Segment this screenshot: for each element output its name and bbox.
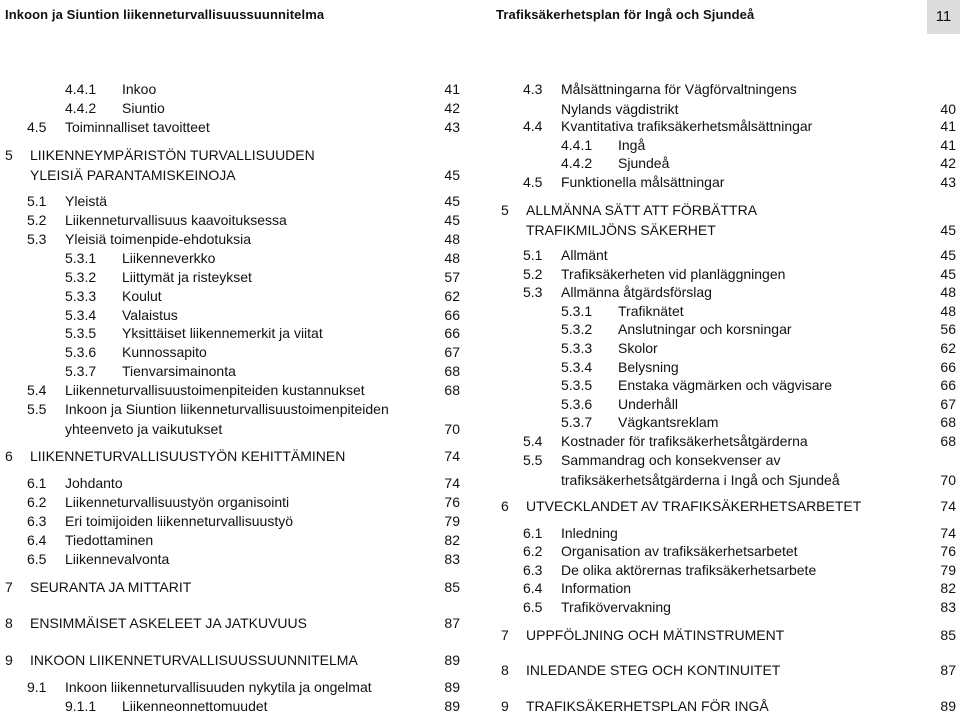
toc-entry-page: 83 xyxy=(444,550,460,567)
toc-entry-page: 66 xyxy=(940,358,956,375)
toc-entry-number: 5.3.6 xyxy=(561,395,593,412)
toc-entry-title: Tienvarsimainonta xyxy=(122,363,236,380)
toc-entry[interactable] xyxy=(496,338,956,358)
toc-entry-title: Vägkantsreklam xyxy=(618,414,719,431)
toc-entry[interactable] xyxy=(0,117,460,137)
toc-entry-title: Yleistä xyxy=(65,192,108,209)
toc-entry-title: Liikenneverkko xyxy=(122,249,216,266)
toc-entry-page: 79 xyxy=(940,561,956,578)
toc-entry-page: 56 xyxy=(940,321,956,338)
toc-entry-number: 9.1.1 xyxy=(65,697,97,714)
toc-entry-number: 6.5 xyxy=(27,550,47,567)
toc-entry-page: 74 xyxy=(444,475,460,492)
toc-entry-title: LIIKENNEYMPÄRISTÖN TURVALLISUUDEN xyxy=(30,146,315,163)
toc-entry-number: 6.2 xyxy=(27,494,47,511)
toc-entry[interactable] xyxy=(496,597,956,617)
toc-entry-title-continued: TRAFIKMILJÖNS SÄKERHET xyxy=(526,221,716,238)
toc-entry-number: 6.1 xyxy=(523,524,543,541)
toc-entry-title: Valaistus xyxy=(122,306,178,323)
toc-entry[interactable] xyxy=(496,394,956,414)
toc-entry-page: 48 xyxy=(444,249,460,266)
toc-entry-title-continued: Nylands vägdistrikt xyxy=(561,101,679,117)
toc-entry-page: 85 xyxy=(444,579,460,596)
toc-entry[interactable] xyxy=(0,361,460,381)
toc-entry-title: Liikenneturvallisuus kaavoituksessa xyxy=(65,211,287,228)
toc-entry-number: 5.5 xyxy=(27,401,47,418)
toc-entry[interactable] xyxy=(0,530,460,550)
toc-entry-number: 4.4.1 xyxy=(561,136,593,153)
toc-entry-title: Inledning xyxy=(561,524,618,541)
toc-entry-page: 45 xyxy=(444,166,460,183)
toc-entry-number: 5.3.7 xyxy=(561,414,593,431)
toc-entry-number: 5.2 xyxy=(523,265,543,282)
toc-entry-number: 9 xyxy=(5,651,13,668)
toc-entry-number: 4.4.2 xyxy=(65,99,97,116)
toc-entry-page: 89 xyxy=(444,697,460,714)
toc-entry-title: Liikennevalvonta xyxy=(65,550,170,567)
toc-entry-title: TRAFIKSÄKERHETSPLAN FÖR INGÅ xyxy=(526,698,769,715)
toc-entry-page: 66 xyxy=(444,306,460,323)
toc-entry-title: Allmänt xyxy=(561,246,608,263)
toc-entry[interactable] xyxy=(496,431,956,451)
header-title-swedish: Trafiksäkerhetsplan för Ingå och Sjundeå xyxy=(496,7,755,22)
toc-entry-title: Kunnossapito xyxy=(122,344,207,361)
toc-entry-page: 87 xyxy=(940,662,956,679)
toc-entry[interactable] xyxy=(0,98,460,118)
toc-entry-title: Inkoo xyxy=(122,81,157,97)
toc-entry-number: 5.3.3 xyxy=(65,287,97,304)
toc-entry-number: 5.1 xyxy=(523,246,543,263)
toc-entry-number: 6 xyxy=(5,448,13,465)
toc-entry-page: 45 xyxy=(940,246,956,263)
toc-entry-page: 43 xyxy=(940,174,956,191)
toc-entry-title: UPPFÖLJNING OCH MÄTINSTRUMENT xyxy=(526,626,785,643)
toc-entry-page: 79 xyxy=(444,513,460,530)
toc-entry-page: 76 xyxy=(940,543,956,560)
toc-entry[interactable] xyxy=(496,523,956,543)
toc-entry[interactable] xyxy=(0,210,460,230)
toc-entry-page: 70 xyxy=(940,471,956,488)
toc-entry-title: Målsättningarna för Vägförvaltningens xyxy=(561,81,797,97)
toc-entry-page: 43 xyxy=(444,118,460,135)
toc-entry[interactable] xyxy=(0,248,460,268)
toc-entry-number: 5.3 xyxy=(523,284,543,301)
page-number: 11 xyxy=(927,0,960,34)
toc-entry-title: Liikenneturvallisuustyön organisointi xyxy=(65,494,290,511)
toc-entry-title: Underhåll xyxy=(618,395,678,412)
toc-entry-number: 5 xyxy=(5,146,13,163)
toc-entry-title: De olika aktörernas trafiksäkerhetsarbete xyxy=(561,561,817,578)
toc-entry[interactable] xyxy=(496,200,956,240)
toc-entry-number: 6.4 xyxy=(27,532,47,549)
toc-entry-title: Trafiknätet xyxy=(618,302,684,319)
toc-entry-number: 4.4.1 xyxy=(65,81,97,97)
toc-entry-number: 9.1 xyxy=(27,678,47,695)
toc-entry-page: 82 xyxy=(444,532,460,549)
toc-entry-page: 48 xyxy=(940,284,956,301)
toc-entry-number: 7 xyxy=(501,626,509,643)
toc-entry-page: 68 xyxy=(444,382,460,399)
toc-entry-title: Sammandrag och konsekvenser av xyxy=(561,451,781,468)
toc-entry[interactable] xyxy=(496,560,956,580)
toc-entry[interactable] xyxy=(0,613,460,633)
toc-entry[interactable] xyxy=(496,172,956,192)
toc-entry-number: 5.1 xyxy=(27,192,47,209)
toc-entry-page: 45 xyxy=(444,192,460,209)
toc-entry-page: 62 xyxy=(444,287,460,304)
toc-entry[interactable] xyxy=(0,323,460,343)
toc-entry-number: 5.3.5 xyxy=(65,325,97,342)
toc-entry-title: Belysning xyxy=(618,358,679,375)
toc-entry-page: 48 xyxy=(940,302,956,319)
toc-entry-title: Liikenneonnettomuudet xyxy=(122,697,268,714)
toc-entry-page: 74 xyxy=(444,448,460,465)
toc-entry-number: 5.3.6 xyxy=(65,344,97,361)
toc-entry[interactable] xyxy=(0,267,460,287)
toc-entry[interactable] xyxy=(0,79,460,99)
toc-entry-page: 42 xyxy=(444,99,460,116)
toc-entry-title: Inkoon liikenneturvallisuuden nykytila ja ongelmat xyxy=(65,678,372,695)
toc-entry-title: Skolor xyxy=(618,340,658,357)
toc-entry-title: Allmänna åtgärdsförslag xyxy=(561,284,712,301)
toc-entry[interactable] xyxy=(496,319,956,339)
toc-entry-number: 6.4 xyxy=(523,580,543,597)
toc-entry[interactable] xyxy=(496,496,956,516)
toc-entry[interactable] xyxy=(0,446,460,466)
toc-entry-title: Tiedottaminen xyxy=(65,532,154,549)
toc-entry-title: Trafiksäkerheten vid planläggningen xyxy=(561,265,786,282)
toc-entry[interactable] xyxy=(0,677,460,697)
toc-entry-page: 83 xyxy=(940,599,956,616)
toc-entry-title-continued: trafiksäkerhetsåtgärderna i Ingå och Sjundeå xyxy=(561,471,840,488)
toc-entry-number: 5.3.5 xyxy=(561,377,593,394)
toc-entry-number: 4.3 xyxy=(523,81,543,97)
toc-entry[interactable] xyxy=(496,357,956,377)
toc-entry[interactable] xyxy=(0,286,460,306)
toc-entry-number: 5.3 xyxy=(27,230,47,247)
toc-entry-number: 5.3.4 xyxy=(561,358,593,375)
toc-entry-number: 5.4 xyxy=(523,433,543,450)
toc-entry[interactable] xyxy=(496,245,956,265)
toc-entry[interactable] xyxy=(496,116,956,136)
toc-entry-title: Liikenneturvallisuustoimenpiteiden kustannukset xyxy=(65,382,365,399)
toc-entry-number: 6.1 xyxy=(27,475,47,492)
toc-entry[interactable] xyxy=(496,79,956,119)
toc-entry-page: 45 xyxy=(940,265,956,282)
toc-entry-page: 74 xyxy=(940,497,956,514)
toc-entry-number: 9 xyxy=(501,698,509,715)
toc-entry-page: 82 xyxy=(940,580,956,597)
toc-entry-page: 89 xyxy=(940,698,956,715)
toc-entry-page: 40 xyxy=(940,101,956,117)
toc-entry-number: 4.4.2 xyxy=(561,155,593,172)
toc-entry[interactable] xyxy=(496,301,956,321)
toc-entry-page: 67 xyxy=(940,395,956,412)
toc-entry[interactable] xyxy=(0,549,460,569)
header-title-finnish: Inkoon ja Siuntion liikenneturvallisuussuunnitelma xyxy=(5,7,325,22)
toc-entry[interactable] xyxy=(496,541,956,561)
toc-entry-number: 6 xyxy=(501,497,509,514)
toc-entry-title: Enstaka vägmärken och vägvisare xyxy=(618,377,832,394)
page-header xyxy=(0,0,960,40)
toc-entry[interactable] xyxy=(496,135,956,155)
toc-entry-page: 45 xyxy=(444,211,460,228)
toc-entry-number: 5.3.3 xyxy=(561,340,593,357)
toc-entry-page: 41 xyxy=(940,136,956,153)
toc-entry-title: LIIKENNETURVALLISUUSTYÖN KEHITTÄMINEN xyxy=(30,448,346,465)
toc-entry-number: 5.3.7 xyxy=(65,363,97,380)
toc-entry[interactable] xyxy=(0,577,460,597)
toc-entry[interactable] xyxy=(496,412,956,432)
toc-entry-page: 89 xyxy=(444,678,460,695)
toc-entry-number: 5 xyxy=(501,201,509,218)
toc-entry-title: Organisation av trafiksäkerhetsarbetet xyxy=(561,543,798,560)
toc-entry-number: 5.3.2 xyxy=(65,268,97,285)
toc-entry-page: 57 xyxy=(444,268,460,285)
toc-entry-title: Yksittäiset liikennemerkit ja viitat xyxy=(122,325,323,342)
toc-entry-page: 74 xyxy=(940,524,956,541)
toc-entry-title: Toiminnalliset tavoitteet xyxy=(65,118,210,135)
toc-entry-title-continued: yhteenveto ja vaikutukset xyxy=(65,421,223,438)
toc-entry-number: 6.2 xyxy=(523,543,543,560)
toc-entry-title: Siuntio xyxy=(122,99,165,116)
toc-entry[interactable] xyxy=(0,399,460,439)
toc-entry-title: Ingå xyxy=(618,136,646,153)
toc-entry[interactable] xyxy=(0,191,460,211)
toc-entry-page: 67 xyxy=(444,344,460,361)
toc-entry[interactable] xyxy=(0,696,460,716)
toc-entry[interactable] xyxy=(0,650,460,670)
toc-entry[interactable] xyxy=(496,375,956,395)
toc-entry[interactable] xyxy=(496,625,956,645)
toc-entry[interactable] xyxy=(496,153,956,173)
toc-entry-number: 6.5 xyxy=(523,599,543,616)
toc-entry-number: 7 xyxy=(5,579,13,596)
toc-entry-page: 45 xyxy=(940,221,956,238)
toc-entry[interactable] xyxy=(0,492,460,512)
toc-entry-page: 41 xyxy=(444,81,460,97)
toc-entry-title: Kvantitativa trafiksäkerhetsmålsättningar xyxy=(561,118,813,135)
toc-entry[interactable] xyxy=(0,473,460,493)
toc-entry[interactable] xyxy=(0,305,460,325)
toc-entry-page: 62 xyxy=(940,340,956,357)
toc-entry-number: 5.5 xyxy=(523,451,543,468)
toc-entry-title-continued: YLEISIÄ PARANTAMISKEINOJA xyxy=(30,166,236,183)
toc-entry-number: 5.3.1 xyxy=(561,302,593,319)
toc-entry-title: UTVECKLANDET AV TRAFIKSÄKERHETSARBETET xyxy=(526,497,862,514)
toc-entry[interactable] xyxy=(496,660,956,680)
toc-entry-page: 76 xyxy=(444,494,460,511)
toc-entry-page: 68 xyxy=(940,433,956,450)
toc-entry-number: 5.3.4 xyxy=(65,306,97,323)
toc-entry[interactable] xyxy=(0,229,460,249)
toc-entry[interactable] xyxy=(496,282,956,302)
toc-entry-page: 42 xyxy=(940,155,956,172)
toc-entry[interactable] xyxy=(496,578,956,598)
toc-entry-number: 4.5 xyxy=(523,174,543,191)
toc-entry-title: Sjundeå xyxy=(618,155,670,172)
toc-entry-title: Eri toimijoiden liikenneturvallisuustyö xyxy=(65,513,293,530)
toc-entry-number: 6.3 xyxy=(523,561,543,578)
toc-entry-title: ALLMÄNNA SÄTT ATT FÖRBÄTTRA xyxy=(526,201,758,218)
toc-entry-number: 5.2 xyxy=(27,211,47,228)
toc-entry[interactable] xyxy=(496,450,956,490)
toc-entry-page: 66 xyxy=(444,325,460,342)
toc-entry-title: Liittymät ja risteykset xyxy=(122,268,252,285)
toc-entry-page: 68 xyxy=(940,414,956,431)
toc-entry-title: ENSIMMÄISET ASKELEET JA JATKUVUUS xyxy=(30,615,307,632)
toc-entry-title: Koulut xyxy=(122,287,162,304)
toc-entry-number: 8 xyxy=(501,662,509,679)
toc-entry[interactable] xyxy=(0,511,460,531)
toc-entry-page: 41 xyxy=(940,118,956,135)
toc-entry-title: SEURANTA JA MITTARIT xyxy=(30,579,192,596)
toc-entry-number: 5.3.1 xyxy=(65,249,97,266)
toc-entry-title: INKOON LIIKENNETURVALLISUUSSUUNNITELMA xyxy=(30,651,358,668)
toc-entry[interactable] xyxy=(0,380,460,400)
toc-entry-title: Anslutningar och korsningar xyxy=(618,321,792,338)
toc-entry-title: Information xyxy=(561,580,632,597)
toc-entry-title: Funktionella målsättningar xyxy=(561,174,725,191)
toc-entry-page: 70 xyxy=(444,421,460,438)
toc-entry-title: Kostnader för trafiksäkerhetsåtgärderna xyxy=(561,433,808,450)
toc-entry[interactable] xyxy=(0,342,460,362)
toc-entry-number: 4.5 xyxy=(27,118,47,135)
toc-entry-page: 87 xyxy=(444,615,460,632)
toc-entry-title: Trafikövervakning xyxy=(561,599,671,616)
toc-entry[interactable] xyxy=(0,145,460,185)
toc-entry-title: Inkoon ja Siuntion liikenneturvallisuustoimenpiteiden xyxy=(65,401,389,418)
toc-entry-number: 5.3.2 xyxy=(561,321,593,338)
toc-entry-title: INLEDANDE STEG OCH KONTINUITET xyxy=(526,662,781,679)
toc-entry[interactable] xyxy=(496,264,956,284)
toc-entry-number: 5.4 xyxy=(27,382,47,399)
toc-entry-number: 4.4 xyxy=(523,118,543,135)
toc-entry-page: 85 xyxy=(940,626,956,643)
toc-entry-page: 68 xyxy=(444,363,460,380)
toc-entry-page: 66 xyxy=(940,377,956,394)
toc-entry-number: 8 xyxy=(5,615,13,632)
toc-entry-number: 6.3 xyxy=(27,513,47,530)
toc-entry[interactable] xyxy=(496,696,956,716)
toc-entry-page: 89 xyxy=(444,651,460,668)
toc-entry-title: Yleisiä toimenpide-ehdotuksia xyxy=(65,230,251,247)
toc-entry-title: Johdanto xyxy=(65,475,123,492)
toc-entry-page: 48 xyxy=(444,230,460,247)
